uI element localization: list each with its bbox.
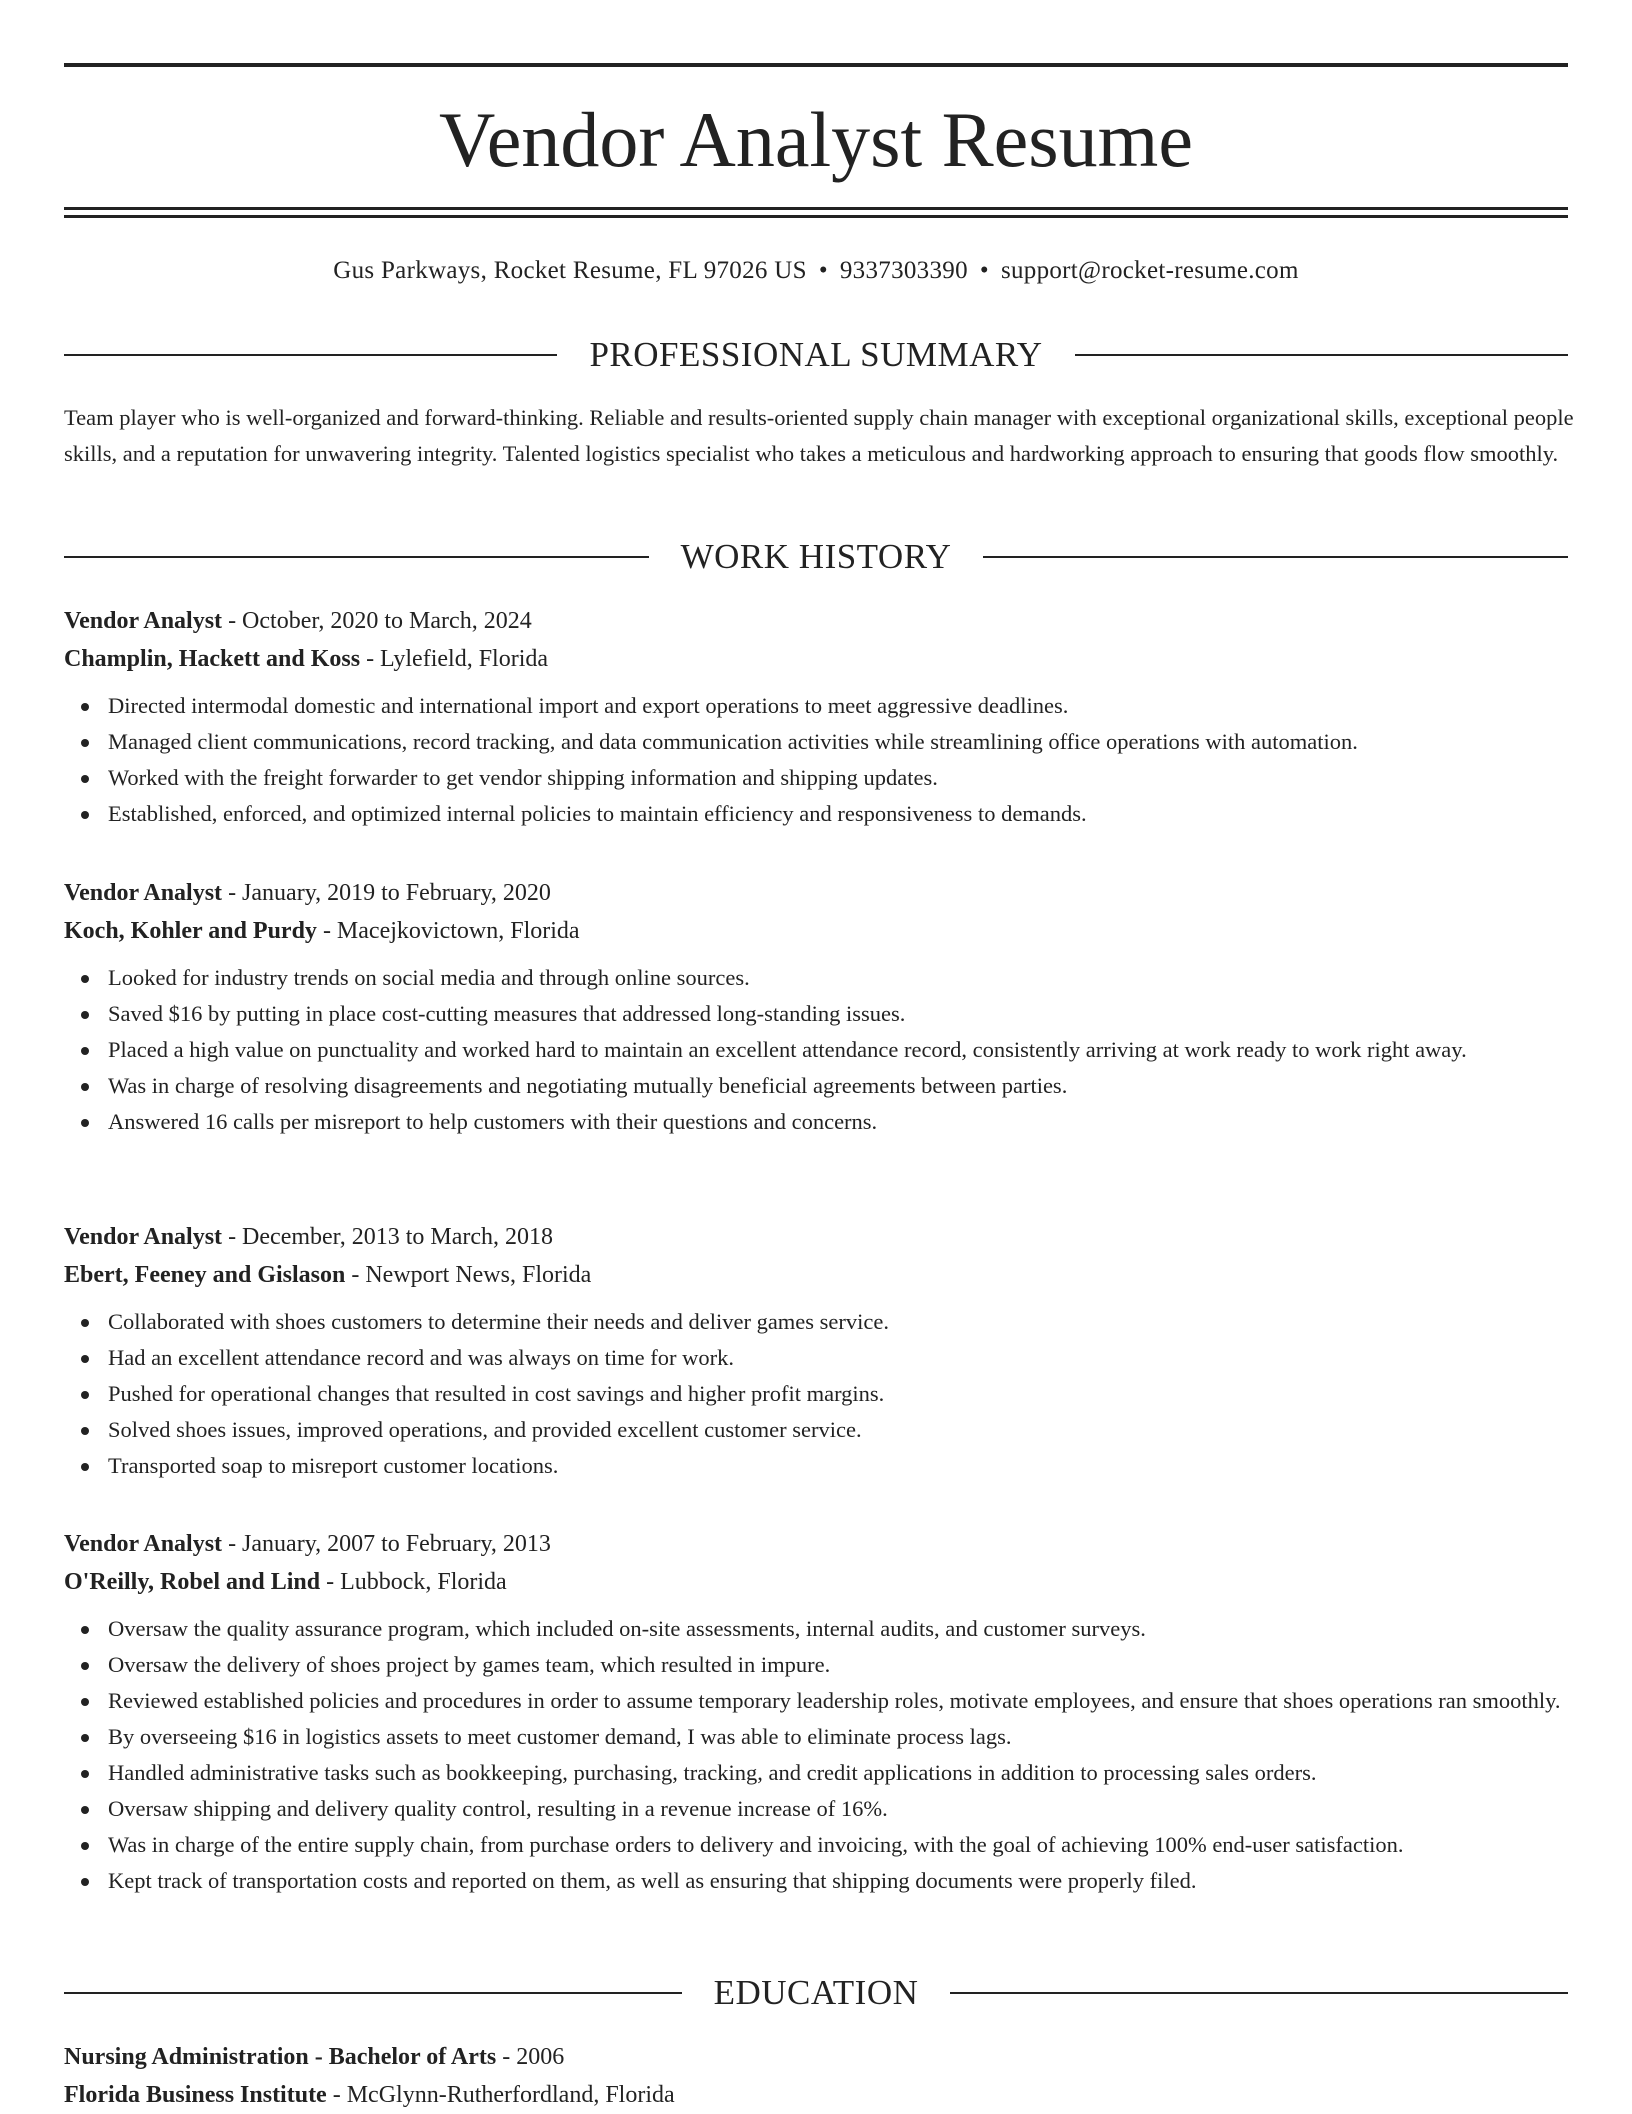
- list-item: Solved shoes issues, improved operations, and provided excellent customer service.: [108, 1412, 1574, 1448]
- top-rule: [64, 63, 1568, 67]
- list-item: Reviewed established policies and procedures in order to assume temporary leadership roles, motivate employees, and ensure that shoes operations ran smoothly.: [108, 1683, 1574, 1719]
- job-entry: [64, 1525, 1574, 1899]
- job-bullets: [64, 688, 1574, 832]
- job-location: - Macejkovictown, Florida: [316, 918, 580, 944]
- list-item: Worked with the freight forwarder to get vendor shipping information and shipping updates.: [108, 760, 1574, 796]
- contact-phone: 9337303390: [839, 257, 968, 284]
- job-title-line: [64, 1525, 1574, 1563]
- heading-rule: [983, 556, 1568, 558]
- list-item: Handled administrative tasks such as bookkeeping, purchasing, tracking, and credit applications in addition to processing sales orders.: [108, 1755, 1574, 1791]
- contact-line: [64, 254, 1568, 288]
- education-degree: Nursing Administration - Bachelor of Arts: [64, 2044, 497, 2070]
- list-item: Collaborated with shoes customers to determine their needs and deliver games service.: [108, 1304, 1574, 1340]
- job-dates: - December, 2013 to March, 2018: [222, 1224, 553, 1250]
- education-year: - 2006: [496, 2044, 565, 2070]
- contact-separator: •: [979, 257, 989, 284]
- job-company: O'Reilly, Robel and Lind: [64, 1569, 321, 1595]
- section-heading-work: [64, 535, 1568, 579]
- list-item: Oversaw the delivery of shoes project by games team, which resulted in impure.: [108, 1647, 1574, 1683]
- list-item: Established, enforced, and optimized internal policies to maintain efficiency and responsiveness to demands.: [108, 796, 1574, 832]
- education-school: Florida Business Institute: [64, 2082, 327, 2108]
- job-bullets: [64, 960, 1574, 1140]
- job-company-line: [64, 1563, 1574, 1601]
- list-item: Oversaw shipping and delivery quality control, resulting in a revenue increase of 16%.: [108, 1791, 1574, 1827]
- job-company-line: [64, 640, 1574, 678]
- title-double-rule-lower: [64, 215, 1568, 218]
- job-title-line: [64, 602, 1574, 640]
- list-item: Managed client communications, record tracking, and data communication activities while streamlining office operations with automation.: [108, 724, 1574, 760]
- job-location: - Lylefield, Florida: [360, 646, 549, 672]
- job-dates: - January, 2019 to February, 2020: [222, 880, 551, 906]
- job-bullets: [64, 1611, 1574, 1899]
- heading-rule: [64, 556, 649, 558]
- list-item: By overseeing $16 in logistics assets to meet customer demand, I was able to eliminate process lags.: [108, 1719, 1574, 1755]
- list-item: Was in charge of the entire supply chain, from purchase orders to delivery and invoicing, with the goal of achieving 100% end-user satisfaction.: [108, 1827, 1574, 1863]
- job-entry: [64, 602, 1574, 832]
- section-title: WORK HISTORY: [680, 537, 952, 576]
- job-company: Champlin, Hackett and Koss: [64, 646, 361, 672]
- section-title: PROFESSIONAL SUMMARY: [589, 335, 1043, 374]
- job-title: Vendor Analyst: [64, 608, 223, 634]
- list-item: Looked for industry trends on social media and through online sources.: [108, 960, 1574, 996]
- job-company: Koch, Kohler and Purdy: [64, 918, 317, 944]
- job-title: Vendor Analyst: [64, 880, 223, 906]
- job-title-line: [64, 1218, 1574, 1256]
- education-school-line: [64, 2076, 1574, 2114]
- job-location: - Lubbock, Florida: [320, 1569, 507, 1595]
- education-location: - McGlynn-Rutherfordland, Florida: [326, 2082, 675, 2108]
- job-company-line: [64, 912, 1574, 950]
- job-title-line: [64, 874, 1574, 912]
- list-item: Directed intermodal domestic and international import and export operations to meet aggressive deadlines.: [108, 688, 1574, 724]
- education-degree-line: [64, 2038, 1574, 2076]
- contact-address: Gus Parkways, Rocket Resume, FL 97026 US: [333, 257, 807, 284]
- job-company: Ebert, Feeney and Gislason: [64, 1262, 346, 1288]
- list-item: Kept track of transportation costs and reported on them, as well as ensuring that shipping documents were properly filed.: [108, 1863, 1574, 1899]
- list-item: Pushed for operational changes that resulted in cost savings and higher profit margins.: [108, 1376, 1574, 1412]
- job-dates: - October, 2020 to March, 2024: [222, 608, 532, 634]
- section-heading-summary: [64, 333, 1568, 377]
- list-item: Saved $16 by putting in place cost-cutting measures that addressed long-standing issues.: [108, 996, 1574, 1032]
- heading-rule: [64, 1992, 682, 1994]
- summary-text: Team player who is well-organized and forward-thinking. Reliable and results-oriented supply chain manager with exceptional organizational skills, exceptional people skills, and a reputation for unwavering integrity. Talented logistics specialist who takes a meticulous and hardworking approach to ensuring that goods flow smoothly.: [64, 405, 1574, 466]
- job-title: Vendor Analyst: [64, 1224, 223, 1250]
- list-item: Answered 16 calls per misreport to help customers with their questions and concerns.: [108, 1104, 1574, 1140]
- contact-email: support@rocket-resume.com: [1000, 257, 1299, 284]
- heading-rule: [64, 354, 557, 356]
- job-dates: - January, 2007 to February, 2013: [222, 1531, 551, 1557]
- job-title: Vendor Analyst: [64, 1531, 223, 1557]
- job-entry: [64, 1218, 1574, 1484]
- heading-rule: [950, 1992, 1568, 1994]
- page-title: Vendor Analyst Resume: [439, 96, 1193, 183]
- list-item: Transported soap to misreport customer locations.: [108, 1448, 1574, 1484]
- section-heading-education: [64, 1971, 1568, 2015]
- contact-separator: •: [818, 257, 828, 284]
- section-title: EDUCATION: [713, 1973, 919, 2012]
- title-double-rule-upper: [64, 207, 1568, 210]
- job-location: - Newport News, Florida: [345, 1262, 592, 1288]
- education-entry: [64, 2038, 1574, 2114]
- job-company-line: [64, 1256, 1574, 1294]
- job-entry: [64, 874, 1574, 1140]
- heading-rule: [1075, 354, 1568, 356]
- list-item: Had an excellent attendance record and was always on time for work.: [108, 1340, 1574, 1376]
- job-bullets: [64, 1304, 1574, 1484]
- list-item: Placed a high value on punctuality and worked hard to maintain an excellent attendance record, consistently arriving at work ready to work right away.: [108, 1032, 1574, 1068]
- list-item: Was in charge of resolving disagreements and negotiating mutually beneficial agreements between parties.: [108, 1068, 1574, 1104]
- list-item: Oversaw the quality assurance program, which included on-site assessments, internal audits, and customer surveys.: [108, 1611, 1574, 1647]
